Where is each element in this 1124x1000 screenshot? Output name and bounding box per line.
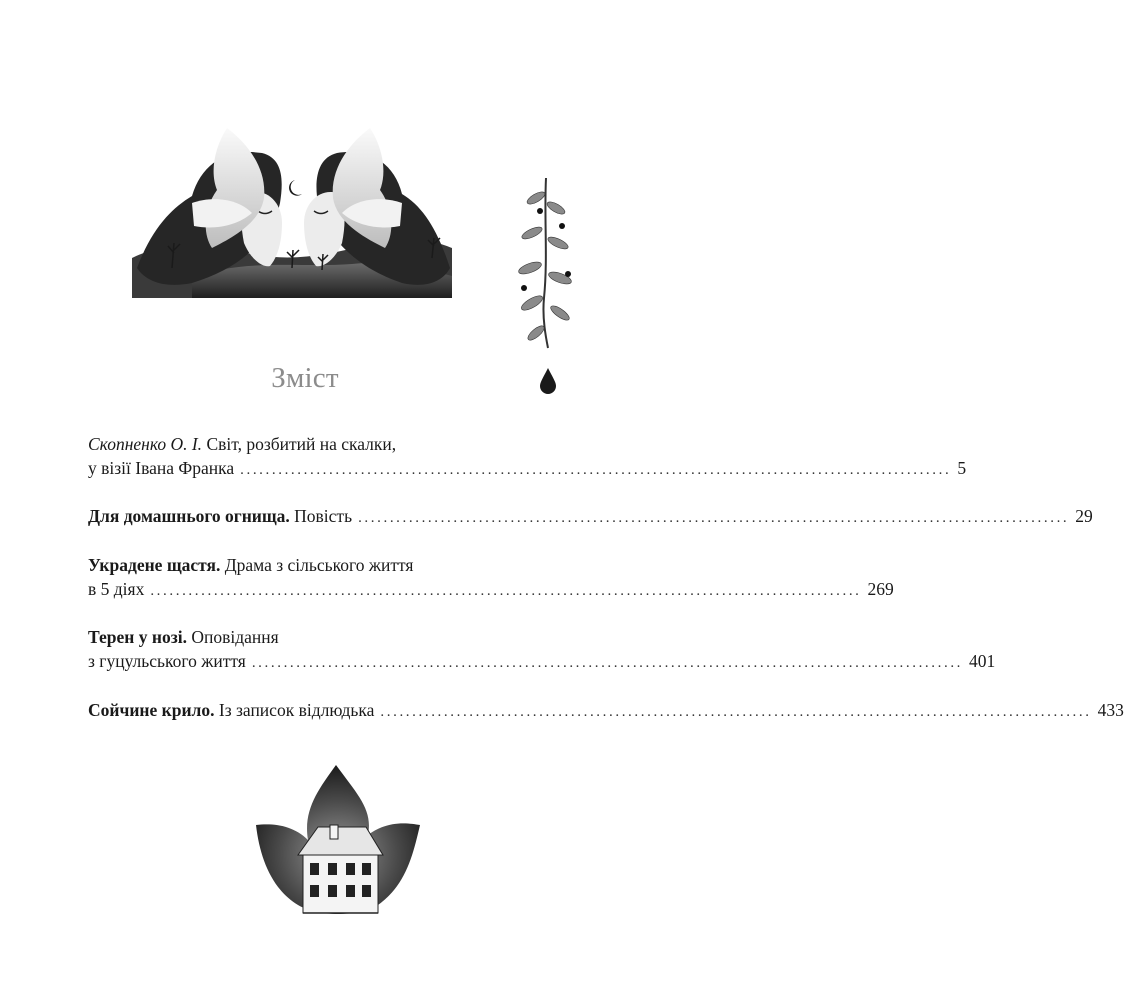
toc-entry[interactable] bbox=[88, 553, 894, 603]
entry-subtitle: Повість bbox=[294, 506, 353, 526]
page-number: 5 bbox=[957, 458, 967, 478]
entry-subtitle: Із записок відлюдька bbox=[218, 700, 375, 720]
entry-title: Терен у нозі. bbox=[88, 627, 187, 647]
dot-leader: ................................................................................................................ bbox=[358, 510, 1070, 526]
olive-branch-illustration bbox=[510, 178, 580, 393]
dot-leader: ................................................................................................................ bbox=[150, 583, 862, 599]
toc-entry[interactable] bbox=[88, 698, 1124, 724]
page-number: 401 bbox=[969, 651, 996, 671]
page-number: 269 bbox=[867, 579, 894, 599]
page-number: 433 bbox=[1097, 700, 1124, 720]
table-of-contents-heading: Зміст bbox=[271, 362, 339, 394]
entry-title: Сойчине крило. bbox=[88, 700, 215, 720]
house-in-flames-illustration bbox=[248, 765, 428, 920]
dot-leader: ................................................................................................................ bbox=[240, 462, 952, 478]
entry-subtitle: Оповідання bbox=[191, 627, 279, 647]
page-number: 29 bbox=[1075, 506, 1093, 526]
entry-subtitle: Драма з сільського життя bbox=[224, 555, 414, 575]
toc-entry[interactable] bbox=[88, 504, 1093, 530]
entry-title-continuation: у візії Івана Франка bbox=[88, 458, 235, 478]
entry-title-continuation: з гуцульського життя bbox=[88, 651, 246, 671]
dot-leader: ................................................................................................................ bbox=[380, 704, 1092, 720]
entry-author: Скопненко О. І. bbox=[88, 434, 203, 454]
entry-title: Для домашнього огнища. bbox=[88, 506, 290, 526]
entry-title: Світ, розбитий на скалки, bbox=[206, 434, 397, 454]
entry-title: Украдене щастя. bbox=[88, 555, 221, 575]
toc-entry[interactable] bbox=[88, 625, 996, 675]
facing-figures-with-doves-illustration bbox=[132, 118, 452, 298]
toc-entry[interactable] bbox=[88, 432, 967, 482]
entry-title-continuation: в 5 діях bbox=[88, 579, 145, 599]
dot-leader: ................................................................................................................ bbox=[251, 655, 964, 671]
